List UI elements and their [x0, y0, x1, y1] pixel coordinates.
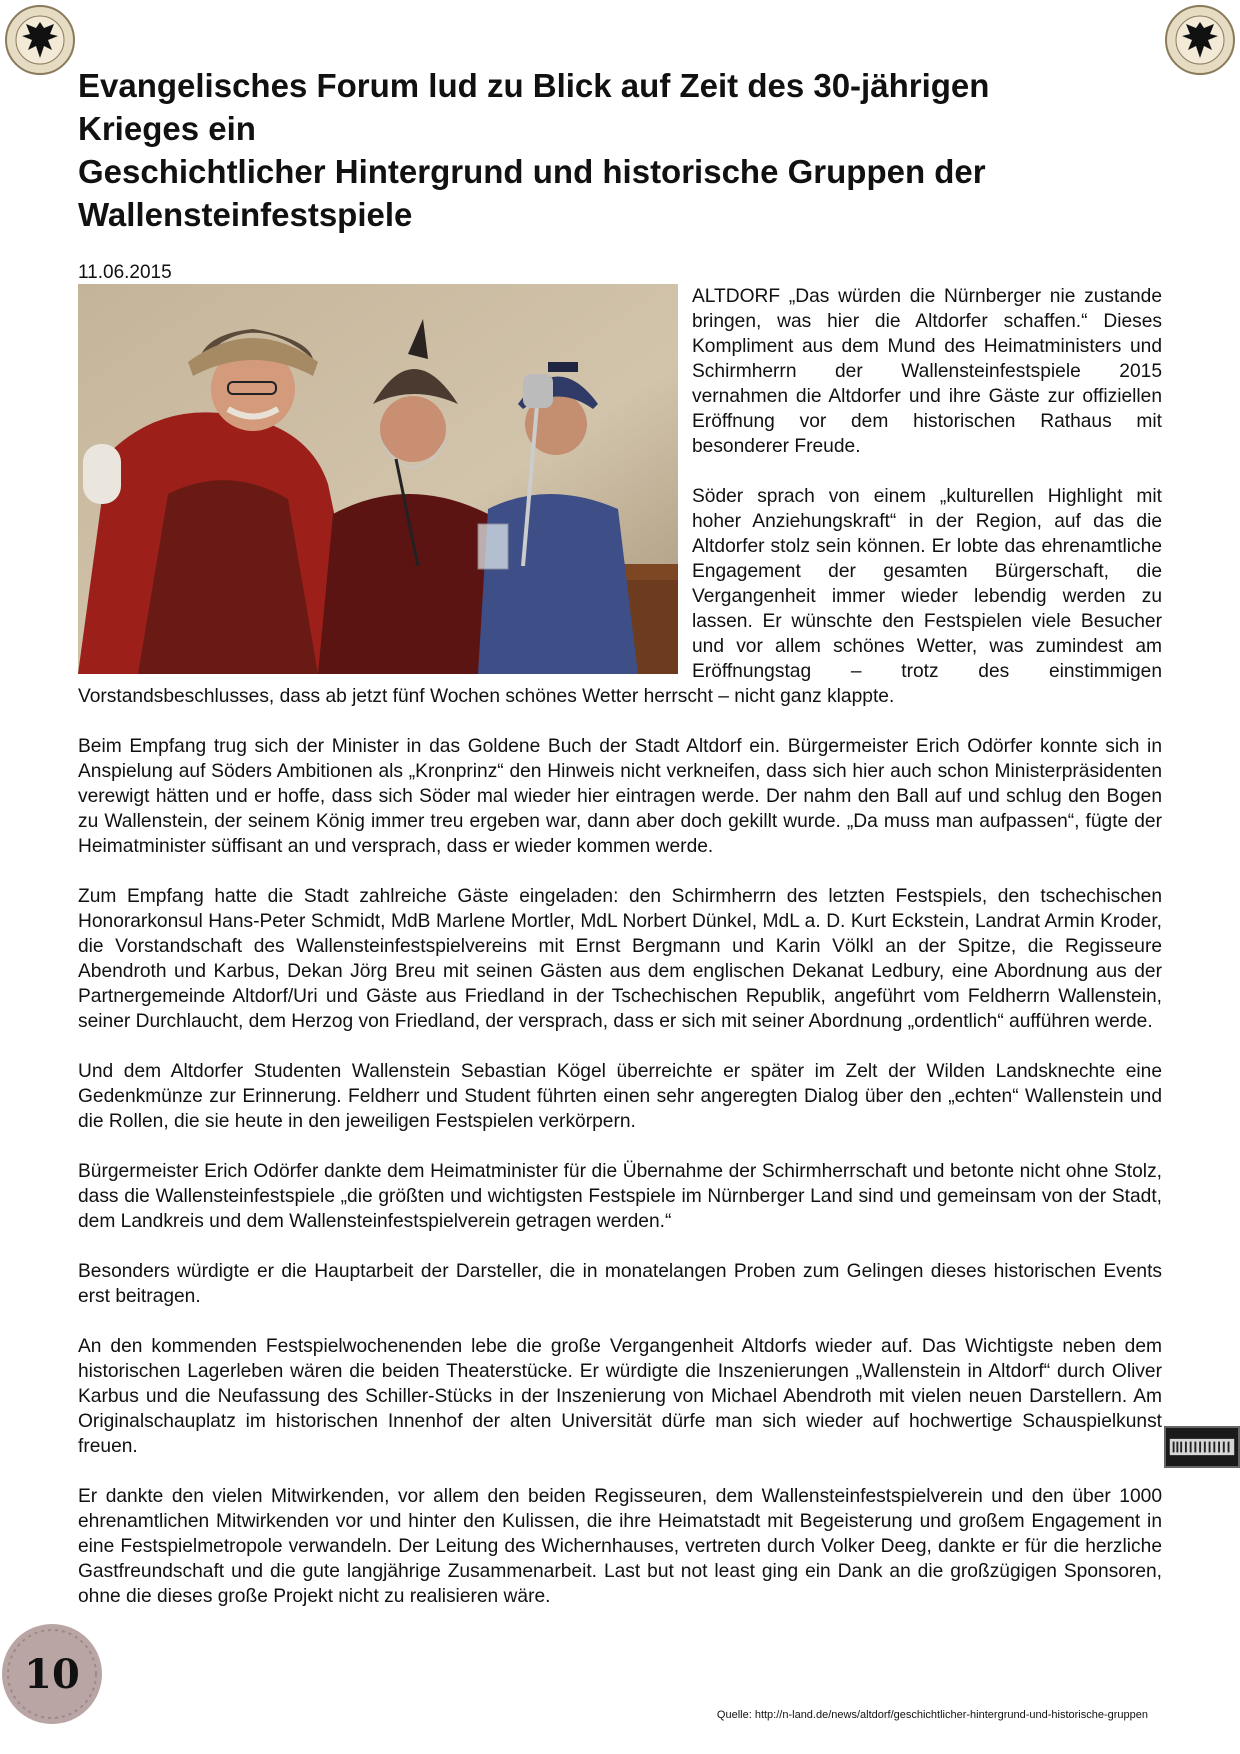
page-title	[78, 64, 1148, 236]
subtitle-line: Geschichtlicher Hintergrund und historische Gruppen der	[78, 153, 986, 190]
article-body	[78, 284, 1162, 1634]
paragraph: ALTDORF „Das würden die Nürnberger nie zustande bringen, was hier die Altdorfer schaffen.“ Dieses Kompliment aus dem Mund des Heimatministers und Schirmherrn der Wallensteinfestspiele 2015 vernahmen die Altdorfer und ihre Gäste zur offiziellen Eröffnung vor dem historischen Rathaus mit besonderer Freude.	[692, 286, 1162, 457]
subtitle-line: Wallensteinfestspiele	[78, 196, 413, 233]
paragraph: Söder sprach von einem „kulturellen Highlight mit hoher Anziehungskraft“ in der Region, auf das die Altdorfer stolz sein können. Er lobte das ehrenamtliche Engagement der gesamten Bürgerschaft, die Vergangenheit immer wieder lebendig werden zu lassen. Er wünschte den Festspielen viele Besucher und vor allem schönes Wetter, was zumindest am Eröffnungstag – trotz des einstimmigen Vorstandsbeschlusses, dass ab jetzt fünf Wochen schönes Wetter herrscht – nicht ganz klappte.	[78, 486, 1162, 707]
title-line: Evangelisches Forum lud zu Blick auf Zeit des 30-jährigen	[78, 67, 990, 104]
side-stamp-icon	[1164, 1426, 1240, 1468]
paragraph: Zum Empfang hatte die Stadt zahlreiche Gäste eingeladen: den Schirmherrn des letzten Festspiels, den tschechischen Honorarkonsul Hans-Peter Schmidt, MdB Marlene Mortler, MdL Norbert Dünkel, MdL a. D. Kurt Eckstein, Landrat Armin Kroder, die Vorstandschaft des Wallensteinfestspielvereins mit Ernst Bergmann und Karin Völkl an der Spitze, die Regisseure Abendroth und Karbus, Dekan Jörg Breu mit seinen Gästen aus dem englischen Dekanat Ledbury, eine Abordnung aus der Partnergemeinde Altdorf/Uri und Gäste aus Friedland in der Tschechischen Republik, angeführt vom Feldherrn Wallenstein, seiner Durchlaucht, dem Herzog von Friedland, der versprach, dass er sich mit seiner Abordnung „ordentlich“ aufführen werde.	[78, 886, 1162, 1032]
title-line: Krieges ein	[78, 110, 256, 147]
eagle-seal-right-icon	[1164, 4, 1236, 76]
page-number-badge	[0, 1622, 104, 1726]
paragraph: Besonders würdigte er die Hauptarbeit der Darsteller, die in monatelangen Proben zum Gelingen dieses historischen Events erst beitragen.	[78, 1261, 1162, 1307]
article-date: 11.06.2015	[78, 262, 172, 283]
photo-three-men-in-historical-costume-icon	[78, 284, 678, 674]
paragraph: Und dem Altdorfer Studenten Wallenstein Sebastian Kögel überreichte er später im Zelt der Wilden Landsknechte eine Gedenkmünze zur Erinnerung. Feldherr und Student führten einen sehr angeregten Dialog über den „echten“ Wallenstein und die Rollen, die sie heute in den jeweiligen Festspielen verkörpern.	[78, 1061, 1162, 1132]
paragraph: An den kommenden Festspielwochenenden lebe die große Vergangenheit Altdorfs wieder auf. Das Wichtigste neben dem historischen Lagerleben wären die beiden Theaterstücke. Er würdigte die Inszenierungen „Wallenstein in Altdorf“ durch Oliver Karbus und die Neufassung des Schiller-Stücks in der Inszenierung von Michael Abendroth mit vielen neuen Darstellern. Am Originalschauplatz im historischen Innenhof der alten Universität dürfe man sich wieder auf hochwertige Schauspielkunst freuen.	[78, 1336, 1162, 1457]
eagle-seal-left-icon	[4, 4, 76, 76]
source-citation: Quelle: http://n-land.de/news/altdorf/geschichtlicher-hintergrund-und-historische-gruppen	[716, 1709, 1148, 1721]
paragraph: Beim Empfang trug sich der Minister in das Goldene Buch der Stadt Altdorf ein. Bürgermeister Erich Odörfer konnte sich in Anspielung auf Söders Ambitionen als „Kronprinz“ den Hinweis nicht verkneifen, dass sich hier auch schon Ministerpräsidenten verewigt hätten und er hoffe, dass sich Söder mal wieder hier eintragen werde. Der nahm den Ball auf und schlug den Bogen zu Wallenstein, der seinem König immer treu ergeben war, dann aber doch gekillt wurde. „Da muss man aufpassen“, fügte der Heimatminister süffisant an und versprach, dass er wieder kommen werde.	[78, 736, 1162, 857]
paragraph: Er dankte den vielen Mitwirkenden, vor allem den beiden Regisseuren, dem Wallensteinfestspielverein und den über 1000 ehrenamtlichen Mitwirkenden vor und hinter den Kulissen, die ihre Heimatstadt mit Begeisterung und großem Engagement in eine Festspielmetropole verwandeln. Der Leitung des Wichernhauses, vertreten durch Volker Deeg, dankte er für die herzliche Gastfreundschaft und die gute langjährige Zusammenarbeit. Last but not least ging ein Dank an die großzügigen Sponsoren, ohne die dieses große Projekt nicht zu realisieren wäre.	[78, 1486, 1162, 1607]
page-number: 10	[24, 1651, 80, 1698]
paragraph: Bürgermeister Erich Odörfer dankte dem Heimatminister für die Übernahme der Schirmherrschaft und betonte nicht ohne Stolz, dass die Wallensteinfestspiele „die größten und wichtigsten Festspiele im Nürnberger Land sind und gemeinsam von der Stadt, dem Landkreis und dem Wallensteinfestspielverein getragen werden.“	[78, 1161, 1162, 1232]
